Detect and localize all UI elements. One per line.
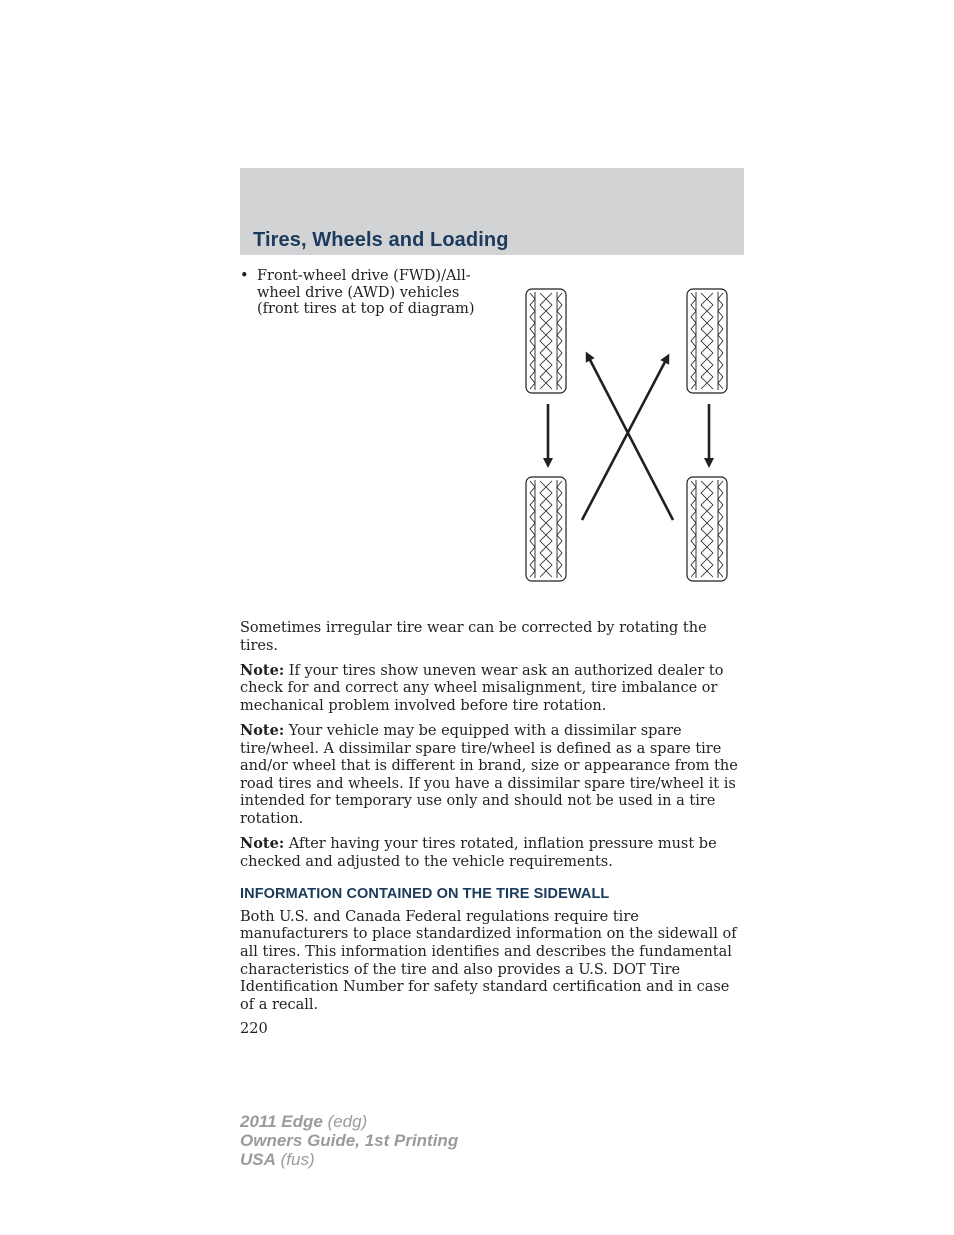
footer-line-model bbox=[240, 1112, 458, 1131]
tire-rear-right bbox=[687, 477, 727, 581]
footer-line-market bbox=[240, 1150, 458, 1169]
paragraph-rotation: Sometimes irregular tire wear can be corrected by rotating the tires. bbox=[240, 620, 707, 654]
footer-model: 2011 Edge bbox=[240, 1112, 323, 1131]
arrow-rear-right-to-front-left bbox=[588, 356, 673, 520]
footer-guide: Owners Guide, 1st Printing bbox=[240, 1131, 459, 1150]
note-label: Note: bbox=[240, 661, 285, 679]
bullet-text: Front-wheel drive (FWD)/All-wheel drive (AWD) vehicles (front tires at top of diagram) bbox=[257, 268, 475, 318]
footer-market: USA bbox=[240, 1150, 276, 1169]
note-label: Note: bbox=[240, 721, 285, 739]
note-label: Note: bbox=[240, 835, 285, 853]
paragraph-sidewall: Both U.S. and Canada Federal regulations require tire manufacturers to place standardized information on the sidewall of all tires. This information identifies and describes the fundamental characteristics of the tire and also provides a U.S. DOT Tire Identification Number for safety standard certification and in case of a recall. bbox=[240, 908, 737, 1013]
tire-rotation-diagram bbox=[510, 280, 740, 592]
page-title: Tires, Wheels and Loading bbox=[253, 229, 509, 251]
footer-model-code: (edg) bbox=[322, 1112, 368, 1131]
arrow-rear-left-to-front-right bbox=[582, 358, 667, 520]
tire-rear-left bbox=[526, 477, 566, 581]
section-header-band bbox=[240, 168, 744, 255]
page-number: 220 bbox=[240, 1020, 268, 1037]
bullet-item bbox=[240, 268, 480, 318]
note-text: If your tires show uneven wear ask an authorized dealer to check for and correct any wheel misalignment, tire imbalance or mechanical problem involved before tire rotation. bbox=[240, 662, 724, 714]
tire-front-left bbox=[526, 289, 566, 393]
note-misalignment bbox=[240, 662, 746, 716]
note-text: After having your tires rotated, inflation pressure must be checked and adjusted to the vehicle requirements. bbox=[240, 836, 717, 870]
note-dissimilar-spare bbox=[240, 722, 746, 829]
tire-front-right bbox=[687, 289, 727, 393]
footer bbox=[240, 1112, 458, 1169]
note-text: Your vehicle may be equipped with a dissimilar spare tire/wheel. A dissimilar spare tire/wheel is defined as a spare tire and/or wheel that is different in brand, size or appearance from the road tires and wheels. If you have a dissimilar spare tire/wheel it is intended for temporary use only and should not be used in a tire rotation. bbox=[240, 722, 738, 827]
footer-market-code: (fus) bbox=[275, 1150, 315, 1169]
bullet-marker: • bbox=[240, 268, 249, 284]
body-text bbox=[240, 620, 746, 1038]
note-inflation bbox=[240, 835, 746, 871]
section-heading: INFORMATION CONTAINED ON THE TIRE SIDEWALL bbox=[240, 886, 610, 903]
